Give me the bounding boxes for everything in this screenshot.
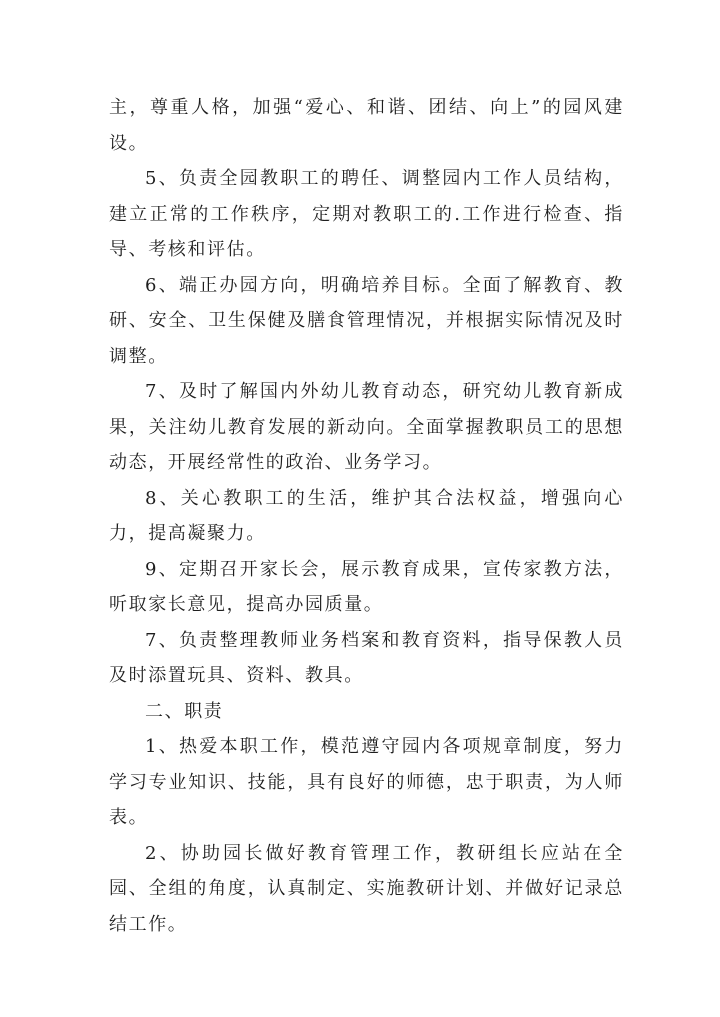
section-heading-duties: 二、职责 <box>145 700 224 722</box>
paragraph-2: 5、负责全园教职工的聘任、调整园内工作人员结构，建立正常的工作秩序，定期对教职工的.工作进行检查、指导、考核和评估。 <box>109 168 624 260</box>
paragraph-4: 7、及时了解国内外幼儿教育动态，研究幼儿教育新成果，关注幼儿教育发展的新动向。全面掌握教职员工的思想动态，开展经常性的政治、业务学习。 <box>109 381 624 473</box>
paragraph-8: 1、热爱本职工作，模范遵守园内各项规章制度，努力学习专业知识、技能，具有良好的师德，忠于职责，为人师表。 <box>109 736 624 828</box>
paragraph-5: 8、关心教职工的生活，维护其合法权益，增强向心力，提高凝聚力。 <box>109 487 624 544</box>
paragraph-9: 2、协助园长做好教育管理工作，教研组长应站在全园、全组的角度，认真制定、实施教研计划、并做好记录总结工作。 <box>109 842 624 935</box>
document-body <box>109 90 624 942</box>
paragraph-3: 6、端正办园方向，明确培养目标。全面了解教育、教研、安全、卫生保健及膳食管理情况，并根据实际情况及时调整。 <box>109 274 624 367</box>
paragraph-6: 9、定期召开家长会，展示教育成果，宣传家教方法，听取家长意见，提高办园质量。 <box>109 558 624 615</box>
paragraph-1: 主，尊重人格，加强“爱心、和谐、团结、向上”的园风建设。 <box>109 97 624 154</box>
paragraph-7: 7、负责整理教师业务档案和教育资料，指导保教人员及时添置玩具、资料、教具。 <box>109 629 624 686</box>
